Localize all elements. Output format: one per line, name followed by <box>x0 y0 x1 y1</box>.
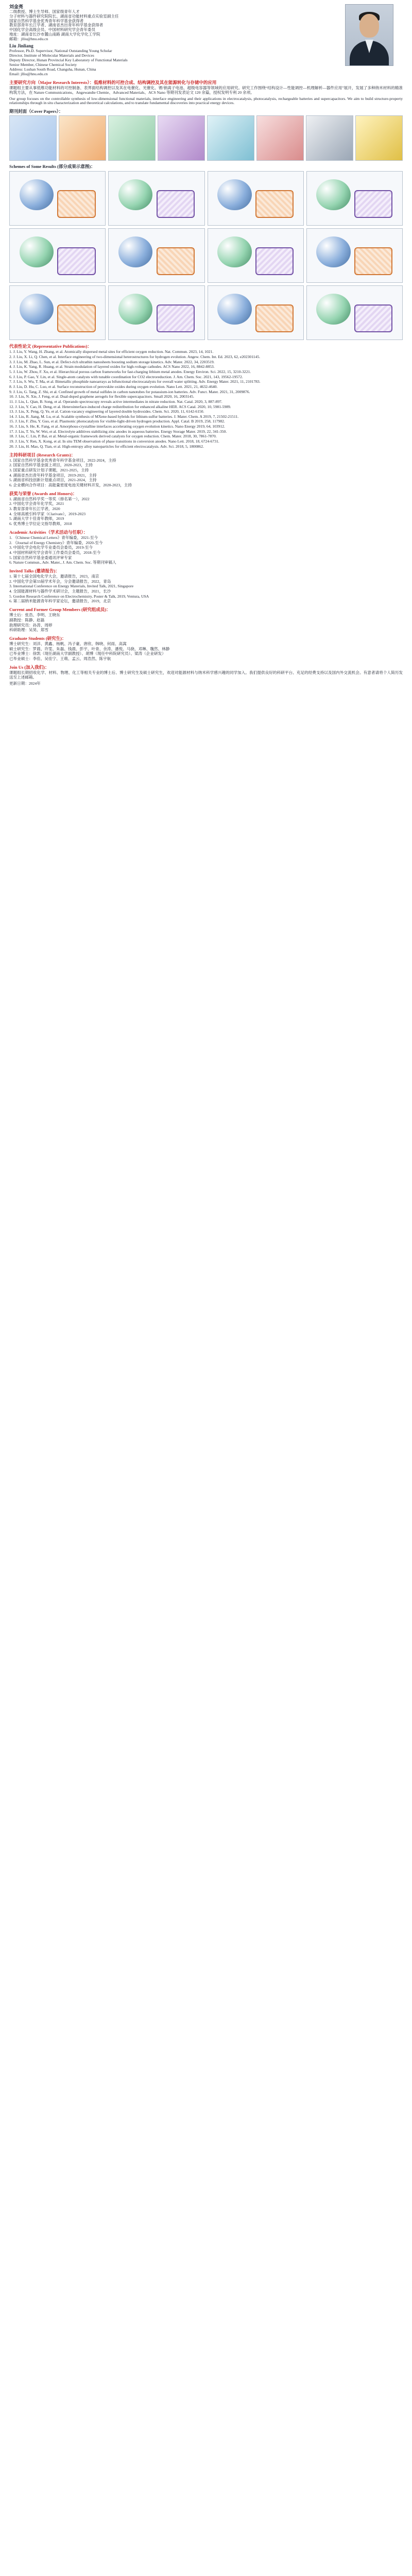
paper-item: 5. J. Liu, W. Zhou, F. Xu, et al. Hierarchical porous carbon frameworks for fast-charging lithium metal anodes. Energy Environ. Sci. 2022, 15, 3210-3221. <box>9 369 251 375</box>
profile-line-cn: 邮箱：jlliu@hnu.edu.cn <box>9 37 48 42</box>
cover-image <box>59 115 106 161</box>
scheme-image <box>306 171 403 226</box>
academic-item: 5. 国家自然科学基金委通讯评审专家 <box>9 555 72 560</box>
cover-image <box>9 115 57 161</box>
paper-item: 12. J. Liu, Y. Cao, H. Deng, et al. Heterointerface-induced charge redistribution for enhanced alkaline HER. ACS Catal. 2020, 10, 5981-5989. <box>9 404 231 409</box>
profile-line-cn: 中国化学会高级会员、中国材料研究学会青年委员 <box>9 27 96 32</box>
award-item: 6. 优秀博士学位论文指导教师，2018 <box>9 521 72 526</box>
page <box>0 0 412 696</box>
member-item: 助理研究员：孙涛、周婷 <box>9 622 53 628</box>
paper-item: 2. J. Liu, X. Li, Q. Chen, et al. Interface engineering of two-dimensional heterostructures for hydrogen evolution. Angew. Chem. Int. Ed. 2023, 62, e202301145. <box>9 354 261 360</box>
scheme-image <box>108 171 204 226</box>
grants-title: 主持科研项目 (Research Grants)： <box>9 452 76 457</box>
scheme-image <box>306 228 403 283</box>
award-item: 2. 中国化学会青年化学奖，2021 <box>9 501 64 506</box>
grant-item: 2. 国家自然科学基金面上项目，2020-2023，主持 <box>9 463 93 468</box>
academic-list <box>9 536 403 565</box>
paper-item: 13. J. Liu, X. Peng, Q. Ye, et al. Cation-vacancy engineering of layered double hydroxides. Chem. Sci. 2020, 11, 6142-6150. <box>9 409 204 414</box>
cover-image <box>108 115 156 161</box>
members-list <box>9 613 403 633</box>
profile-line-en: Deputy Director, Hunan Provincial Key Laboratory of Functional Materials <box>9 57 128 62</box>
research-text: 课题组主要从事低维功能材料的可控制备、表界面结构调控以及其在电催化、光催化、锂/钠离子电池、超级电容器等领域的应用研究。研究工作围绕“结构设计—性能调控—机理解析—器件应用”展开，发展了多种纳米材料的精准构筑方法，在 Nature Communications、Angewandte Chemie、Advanced Materials、ACS Nano 等期刊发表论文 120 余篇，授权发明专利 20 余项。 <box>9 85 403 95</box>
invited-item: 2. 中国化学会第33届学术年会，分会邀请报告，2022，青岛 <box>9 579 111 584</box>
profile-line-cn: 刘金亮 <box>9 4 24 9</box>
academic-item: 1. 《Chinese Chemical Letters》青年编委，2021-至今 <box>9 535 98 540</box>
scheme-image <box>9 228 106 283</box>
invited-list <box>9 574 403 604</box>
students-title: Graduate Students (研究生)： <box>9 636 66 641</box>
awards-title: 获奖与荣誉 (Awards and Honors)： <box>9 490 77 496</box>
profile-line-cn: 地址：湖南省长沙市麓山南路 湖南大学化学化工学院 <box>9 32 100 37</box>
paper-item: 8. J. Liu, D. Hu, C. Luo, et al. Surface reconstruction of perovskite oxides during oxygen evolution. Nano Lett. 2021, 21, 4632-4640. <box>9 384 218 389</box>
scheme-image <box>108 228 204 283</box>
paper-item: 20. J. Liu, H. Mao, Q. Tian, et al. High-entropy alloy nanoparticles for efficient electrocatalysis. Adv. Sci. 2018, 5, 1800862. <box>9 444 204 449</box>
profile-line-en: Email: jlliu@hnu.edu.cn <box>9 71 48 76</box>
scheme-image <box>9 285 106 340</box>
grant-item: 3. 国家重点研发计划子课题，2021-2025，主持 <box>9 467 89 472</box>
member-item: 副教授：陈静、赵磊 <box>9 617 45 622</box>
cover-image <box>207 115 254 161</box>
student-item: 硕士研究生：罗晨、许雯、朱磊、钱晨、彭宇、叶青、余涛、潘悦、马骁、邓琳、魏然、林静 <box>9 646 170 651</box>
scheme-image <box>9 171 106 226</box>
profile-line-en: Address: Lushan South Road, Changsha, Hunan, China <box>9 66 96 72</box>
academic-title: Academic Activities（学术活动与任职）： <box>9 529 88 535</box>
research-text-en: Our group focuses on the controllable synthesis of low-dimensional functional materials, interface engineering and their applications in electrocatalysis, photocatalysis, rechargeable batteries and supercapacitors. We aim to build structure-property relationships through in situ characterization and theoretical calculations, and to translate fundamental discoveries into practical energy devices. <box>9 96 403 106</box>
grant-item: 6. 企业横向合作项目：高能量密度电池关键材料开发，2020-2023，主持 <box>9 482 132 487</box>
members-title: Current and Former Group Members (研究组成员)： <box>9 607 111 613</box>
scheme-image <box>306 285 403 340</box>
paper-item: 11. J. Liu, L. Qian, B. Song, et al. Operando spectroscopy reveals active intermediates in nitrate reduction. Nat. Catal. 2020, 3, 887-897. <box>9 399 222 404</box>
scheme-grid <box>9 171 403 340</box>
student-item: 已毕业硕士：李佳、吴佳宁、王萌、孟云、周浩然、陈宇航 <box>9 656 111 662</box>
invited-item: 1. 第十七届全国电化学大会，邀请报告，2023，南京 <box>9 574 99 579</box>
student-item: 已毕业博士：徐凯（现任湖南大学副教授）、胡博（现任中科院研究员）、梁涛（企业研发） <box>9 651 166 656</box>
member-item: 科研助理：吴昊、郑雪 <box>9 628 48 633</box>
invited-item: 3. International Conference on Energy Materials, Invited Talk, 2021, Singapore <box>9 584 134 589</box>
academic-item: 3. 中国化学会电化学专业委员会委员，2019-至今 <box>9 545 93 550</box>
scheme-image <box>108 285 204 340</box>
paper-item: 15. J. Liu, F. Zhu, Y. Guo, et al. Plasmonic photocatalysts for visible-light-driven hydrogen production. Appl. Catal. B 2019, 258, 117982. <box>9 419 225 424</box>
paper-item: 3. J. Liu, M. Zhao, L. Sun, et al. Defect-rich ultrathin nanosheets boosting sodium storage kinetics. Adv. Mater. 2022, 34, 2203519. <box>9 359 215 364</box>
grants-list <box>9 459 403 488</box>
invited-title: Invited Talks (邀请报告)： <box>9 568 60 574</box>
grant-item: 5. 湖南省科技创新计划重点项目，2021-2024，主持 <box>9 478 97 483</box>
award-item: 5. 湖南大学十佳青年教师，2019 <box>9 516 64 521</box>
paper-item: 7. J. Liu, S. Wu, T. Ma, et al. Bimetallic phosphide nanoarrays as bifunctional electrocatalysts for overall water splitting. Adv. Energy Mater. 2021, 11, 2101783. <box>9 379 261 384</box>
academic-item: 4. 中国材料研究学会青年工作委员会委员，2018-至今 <box>9 550 101 555</box>
scheme-image <box>208 228 304 283</box>
paper-item: 18. J. Liu, C. Lin, P. Bai, et al. Metal-organic framework derived catalysts for oxygen reduction. Chem. Mater. 2018, 30, 7861-7870. <box>9 434 217 439</box>
member-item: 博士后：张浩、李明、王晓东 <box>9 613 60 618</box>
academic-item: 6. Nature Commun., Adv. Mater., J. Am. Chem. Soc. 等期刊审稿人 <box>9 560 116 565</box>
paper-item: 6. J. Liu, P. Gao, Y. Lin, et al. Single-atom catalysts with tunable coordination for CO2 electroreduction. J. Am. Chem. Soc. 2021, 143, 19562-19572. <box>9 374 243 379</box>
students-list <box>9 642 403 662</box>
paper-item: 9. J. Liu, G. Tang, Z. Shi, et al. Confined growth of metal sulfides in carbon nanotubes for potassium-ion batteries. Adv. Funct. Mater. 2021, 31, 2009876. <box>9 389 250 394</box>
invited-item: 4. 全国能源材料与器件学术研讨会，主题报告，2021，长沙 <box>9 589 111 594</box>
student-item: 博士研究生：刘洋、黄鑫、杨帆、冯子豪、唐欣、韩晓、何雨、高嵩 <box>9 641 127 647</box>
profile-name-en: Liu Jinliang <box>9 43 33 49</box>
profile-photo <box>345 4 393 66</box>
profile-line-en: Director, Institute of Molecular Materials and Devices <box>9 53 94 58</box>
award-item: 4. 全球高被引科学家（Clarivate），2019-2023 <box>9 511 86 516</box>
scheme-image <box>208 171 304 226</box>
paper-item: 1. J. Liu, Y. Wang, H. Zhang, et al. Atomically dispersed metal sites for efficient oxygen reduction. Nat. Commun. 2023, 14, 1021. <box>9 349 214 354</box>
profile-header <box>9 4 403 77</box>
cover-image <box>355 115 403 161</box>
profile-text <box>9 4 329 77</box>
cover-title: 期刊封面（Cover Papers）： <box>9 109 63 114</box>
grant-item: 1. 国家自然科学基金优秀青年科学基金项目，2022-2024，主持 <box>9 457 116 463</box>
research-title: 主要研究方向（Major Research Interests）：低维材料的可控合成、结构调控及其在能源转化与存储中的应用 <box>9 79 217 85</box>
paper-item: 4. J. Liu, K. Yang, R. Huang, et al. Strain modulation of layered oxides for high-voltage cathodes. ACS Nano 2022, 16, 8842-8853. <box>9 364 215 369</box>
papers-title: 代表性论文 (Representative Publications)： <box>9 344 92 349</box>
profile-line-cn: 国家自然科学基金优秀青年科学基金获得者 <box>9 18 84 23</box>
cover-strip <box>9 115 403 161</box>
profile-line-en: Senior Member, Chinese Chemical Society <box>9 62 77 67</box>
academic-item: 2. 《Journal of Energy Chemistry》青年编委，2020-至今 <box>9 540 103 545</box>
profile-line-cn: 分子材料与器件研究院院长、湖南省功能材料重点实验室副主任 <box>9 13 119 19</box>
cover-image <box>306 115 353 161</box>
awards-list <box>9 497 403 527</box>
profile-line-cn: 教育部青年长江学者、湖南省杰出青年科学基金获得者 <box>9 23 104 28</box>
scheme-title: Schemes of Some Results (部分成果示意图)： <box>9 164 95 170</box>
cover-image <box>256 115 304 161</box>
join-title: Join Us (加入我们)： <box>9 665 49 670</box>
award-item: 3. 教育部青年长江学者，2020 <box>9 506 60 512</box>
join-text: 课题组长期招收化学、材料、物理、化工等相关专业的博士后、博士研究生及硕士研究生，欢迎对能源材料与纳米科学感兴趣的同学加入。我们提供良好的科研平台、充足的经费支持以及国内外交流机会。有意者请将个人简历发送至上述邮箱。 <box>9 670 403 680</box>
photo-head <box>359 14 379 38</box>
paper-item: 10. J. Liu, N. Xie, J. Feng, et al. Dual-doped graphene aerogels for flexible supercapacitors. Small 2020, 16, 2003145. <box>9 394 194 399</box>
invited-item: 5. Gordon Research Conference on Electrochemistry, Poster & Talk, 2019, Ventura, USA <box>9 594 149 599</box>
profile-line-cn: 二级教授、博士生导师、国家级青年人才 <box>9 9 80 14</box>
paper-item: 14. J. Liu, R. Jiang, M. Lu, et al. Scalable synthesis of MXene-based hybrids for lithium-sulfur batteries. J. Mater. Chem. A 2019, 7, 21502-21511. <box>9 414 239 419</box>
paper-item: 19. J. Liu, Y. Ren, X. Kong, et al. In situ TEM observation of phase transitions in conversion anodes. Nano Lett. 2018, 18, 6724-6731. <box>9 439 219 444</box>
cover-image <box>158 115 205 161</box>
scheme-image <box>208 285 304 340</box>
papers-list <box>9 350 403 449</box>
paper-item: 17. J. Liu, T. Yu, W. Wei, et al. Electrolyte additives stabilizing zinc anodes in aqueous batteries. Energy Storage Mater. 2019, 22, 341-350. <box>9 429 227 434</box>
invited-item: 6. 第二届纳米能源青年科学家论坛，邀请报告，2019，北京 <box>9 599 111 604</box>
award-item: 1. 湖南省自然科学奖一等奖（排名第一），2022 <box>9 496 90 501</box>
footer-note: 更新日期：2024年 <box>9 681 41 686</box>
grant-item: 4. 湖南省杰出青年科学基金项目，2019-2021，主持 <box>9 472 97 478</box>
profile-line-en: Professor, Ph.D. Supervisor, National Outstanding Young Scholar <box>9 48 112 53</box>
paper-item: 16. J. Liu, S. He, K. Fang, et al. Amorphous-crystalline interfaces accelerating oxygen evolution kinetics. Nano Energy 2019, 64, 103912. <box>9 424 225 429</box>
